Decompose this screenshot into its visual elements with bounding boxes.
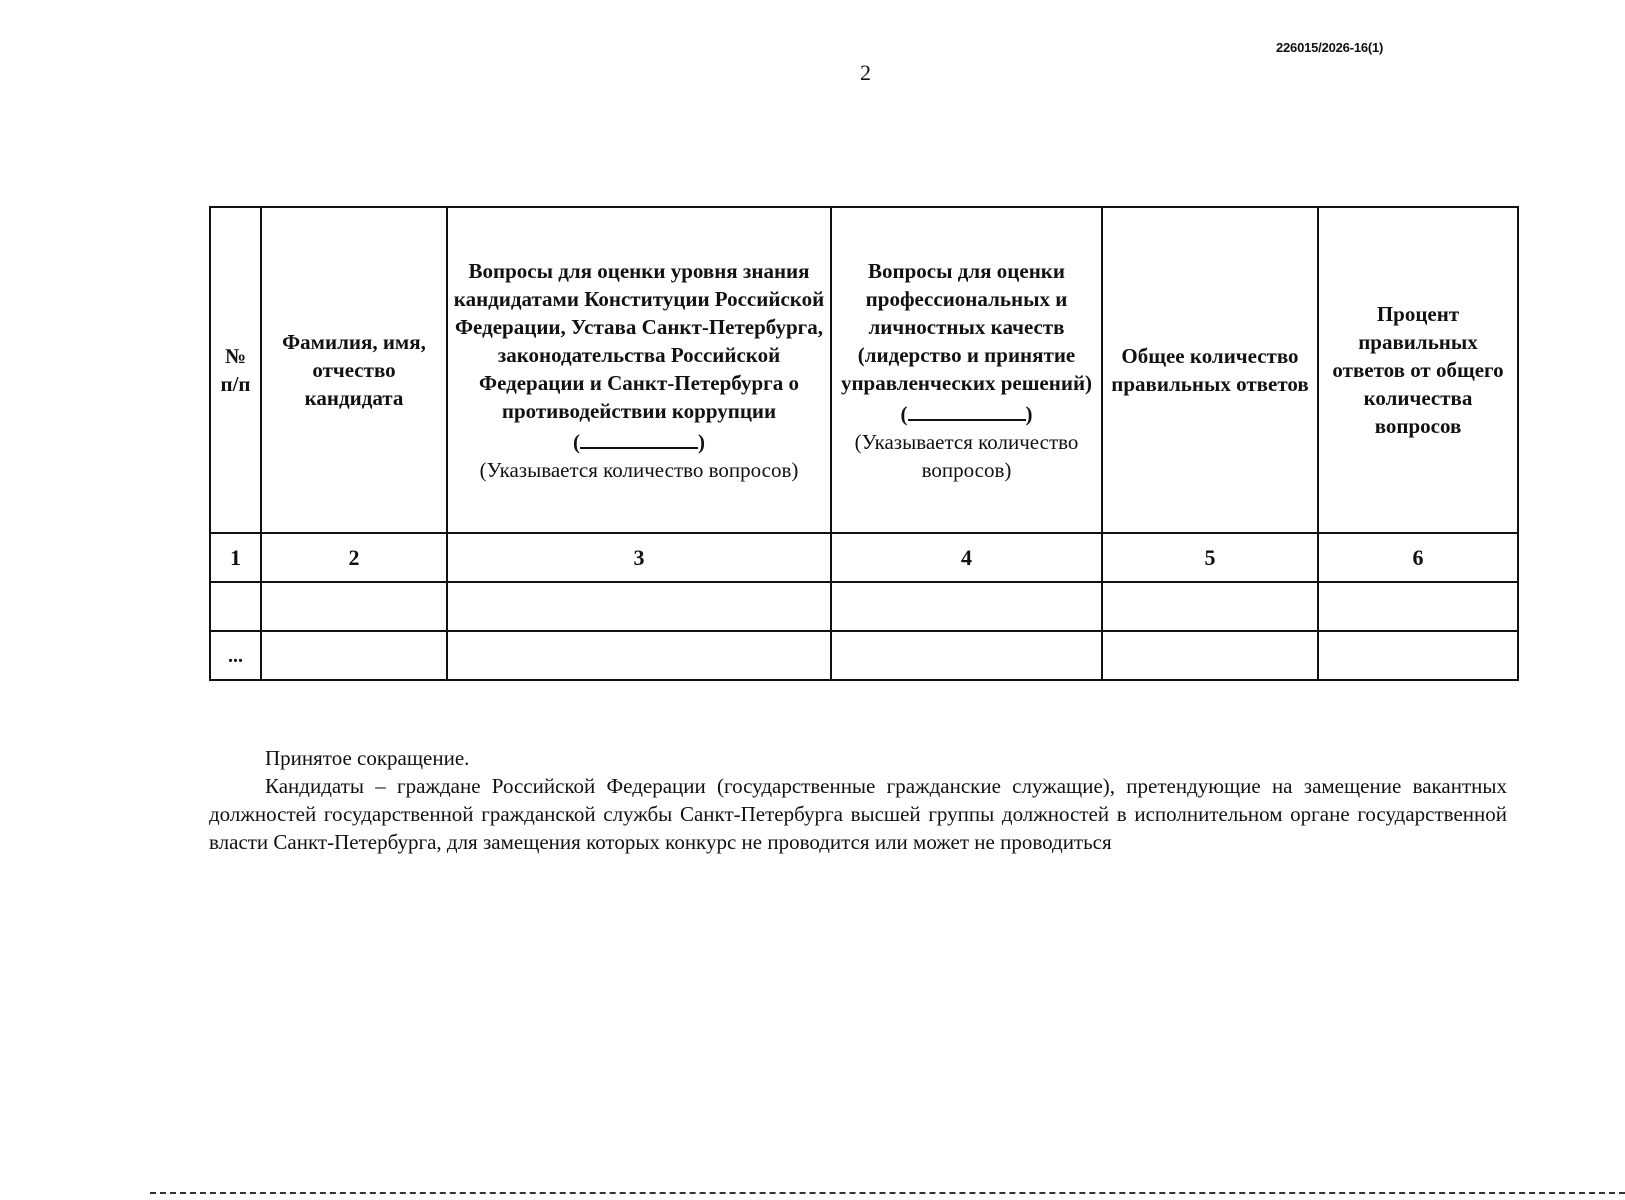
table-cell [210,582,261,631]
column-header-candidate-name [261,207,447,533]
column-header-percent-correct [1318,207,1518,533]
blank-field: ( ) [901,402,1033,426]
notes-text: Кандидаты – граждане Российской Федерации (государственные гражданские служащие), претендующие на замещение вакантных должностей государственной гражданской службы Санкт-Петербурга высшей группы должностей в исполнительном органе государственной власти Санкт-Петербурга, для замещения которых конкурс не проводится или может не проводиться [209,774,1507,854]
page-number: 2 [860,60,871,85]
table-cell [1102,631,1318,680]
table-cell [1102,582,1318,631]
document-number: 226015/2026-16(1) [1276,40,1384,55]
table-row [210,631,1518,680]
column-numbers-row [210,533,1518,582]
column-header-total-correct [1102,207,1318,533]
column-number: 4 [831,533,1102,582]
column-number: 1 [210,533,261,582]
column-header-label: № п/п [220,344,251,396]
column-number: 5 [1102,533,1318,582]
table-row [210,582,1518,631]
column-header-professional-questions [831,207,1102,533]
table-cell [447,582,831,631]
column-header-label: Фамилия, имя, отчество кандидата [282,330,426,410]
column-number: 3 [447,533,831,582]
table-cell [447,631,831,680]
column-header-note: (Указывается количество вопросов) [479,457,799,482]
column-header-label: Общее количество правильных ответов [1111,344,1309,396]
blank-field: ( ) [573,430,705,454]
column-number: 2 [261,533,447,582]
column-header-constitution-questions [447,207,831,533]
column-header-number [210,207,261,533]
column-header-label: Процент правильных ответов от общего количества вопросов [1332,302,1504,438]
table-cell [261,582,447,631]
results-table [209,206,1519,681]
column-header-label: Вопросы для оценки профессиональных и личностных качеств (лидерство и принятие управленческих решений) [840,258,1093,395]
page-bottom-edge [150,1192,1625,1194]
table-cell [1318,631,1518,680]
column-header-label: Вопросы для оценки уровня знания кандидатами Конституции Российской Федерации, Устава Санкт-Петербурга, законодательства Российской Федерации и Санкт-Петербурга о противодействии коррупции [453,258,825,423]
notes-section [209,744,1507,856]
table-cell: ... [210,631,261,680]
table-cell [831,631,1102,680]
notes-heading: Принятое сокращение. [265,746,470,770]
table-header-row [210,207,1518,533]
column-header-note: (Указывается количество вопросов) [854,429,1079,482]
table-cell [1318,582,1518,631]
table-cell [261,631,447,680]
table-cell [831,582,1102,631]
column-number: 6 [1318,533,1518,582]
